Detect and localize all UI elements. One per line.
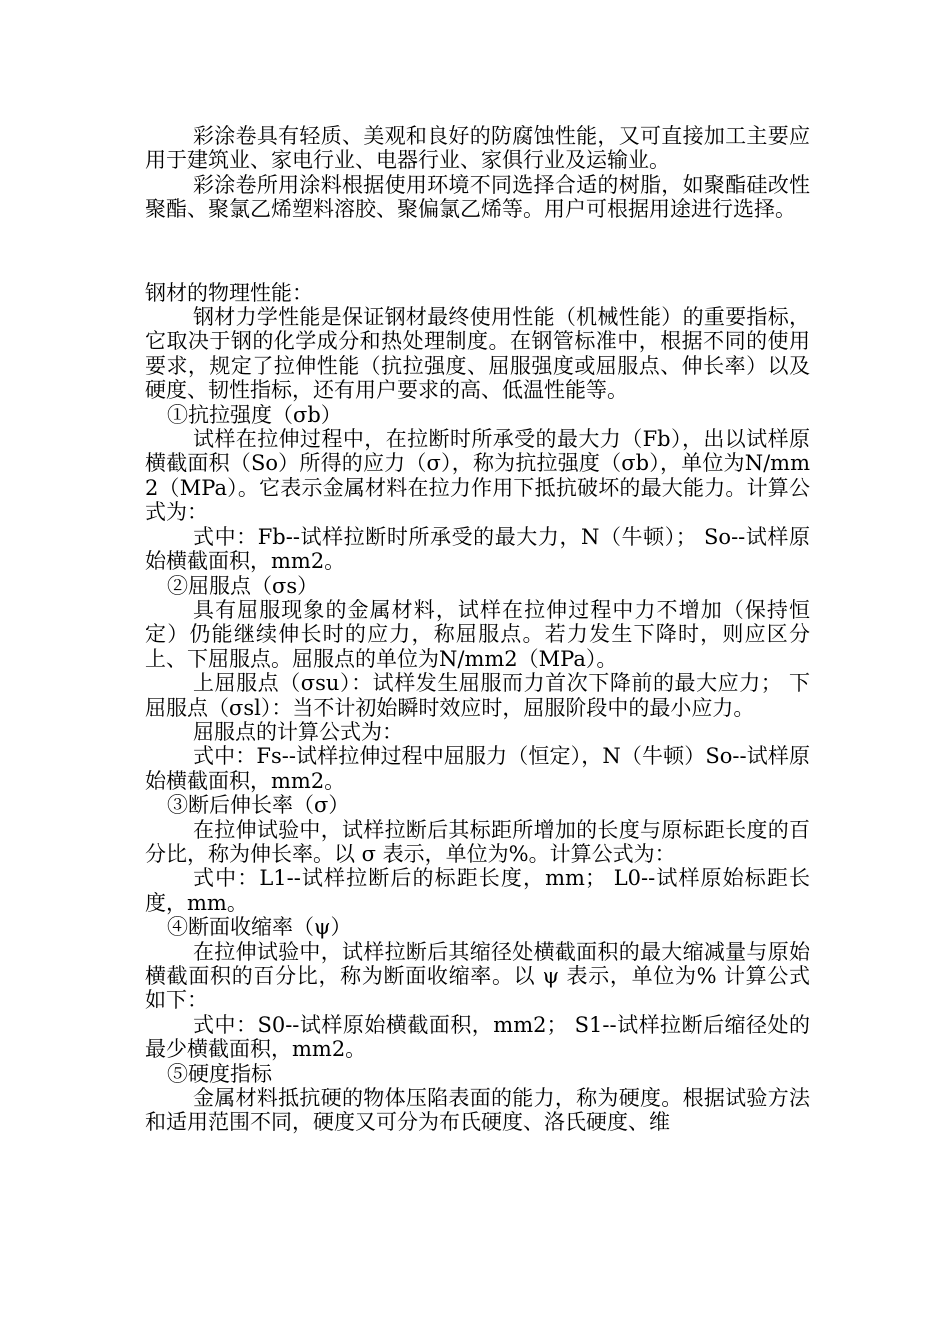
paragraph-upper-lower-yield: 上屈服点（σsu）：试样发生屈服而力首次下降前的最大应力； 下屈服点（σsl）：当不计初始瞬时效应时，屈服阶段中的最小应力。	[145, 671, 810, 720]
paragraph-color-coil-coatings: 彩涂卷所用涂料根据使用环境不同选择合适的树脂，如聚酯硅改性聚酯、聚氯乙烯塑料溶胶、聚偏氯乙烯等。用户可根据用途进行选择。	[145, 172, 810, 222]
document-page	[145, 124, 810, 1135]
paragraph-yield-formula-note: 式中：Fs--试样拉伸过程中屈服力（恒定），N（牛顿）So--试样原始横截面积，mm2。	[145, 744, 810, 793]
paragraph-reduction-of-area: 在拉伸试验中，试样拉断后其缩径处横截面积的最大缩减量与原始横截面积的百分比，称为断面收缩率。以 ψ 表示，单位为% 计算公式如下：	[145, 939, 810, 1013]
blank-gap	[145, 222, 810, 281]
item-heading-elongation: ③断后伸长率（σ）	[167, 793, 350, 818]
paragraph-tensile-formula-note: 式中：Fb--试样拉断时所承受的最大力，N（牛顿）； So--试样原始横截面积，mm2。	[145, 524, 810, 574]
item-heading-yield-point: ②屈服点（σs）	[167, 573, 319, 598]
item-heading-hardness: ⑤硬度指标	[167, 1061, 272, 1086]
paragraph-hardness: 金属材料抵抗硬的物体压陷表面的能力，称为硬度。根据试验方法和适用范围不同，硬度又可分为布氏硬度、洛氏硬度、维	[145, 1086, 810, 1135]
paragraph-elongation: 在拉伸试验中，试样拉断后其标距所增加的长度与原标距长度的百分比，称为伸长率。以 σ 表示，单位为%。计算公式为：	[145, 817, 810, 866]
paragraph-color-coil-properties: 彩涂卷具有轻质、美观和良好的防腐蚀性能，又可直接加工主要应用于建筑业、家电行业、电器行业、家俱行业及运输业。	[145, 124, 810, 173]
paragraph-tensile-strength: 试样在拉伸过程中，在拉断时所承受的最大力（Fb），出以试样原横截面积（So）所得的应力（σ），称为抗拉强度（σb），单位为N/mm2（MPa）。它表示金属材料在拉力作用下抵抗破坏的最大能力。计算公式为：	[145, 427, 810, 525]
paragraph-reduction-formula-note: 式中：S0--试样原始横截面积，mm2； S1--试样拉断后缩径处的最少横截面积，mm2。	[145, 1012, 810, 1062]
paragraph-elongation-formula-note: 式中：L1--试样拉断后的标距长度，mm； L0--试样原始标距长度，mm。	[145, 866, 810, 915]
item-heading-reduction-of-area: ④断面收缩率（ψ）	[167, 915, 352, 940]
paragraph-yield-formula-intro: 屈服点的计算公式为：	[193, 719, 403, 744]
paragraph-mechanical-properties: 钢材力学性能是保证钢材最终使用性能（机械性能）的重要指标，它取决于钢的化学成分和热处理制度。在钢管标准中，根据不同的使用要求，规定了拉伸性能（抗拉强度、屈服强度或屈服点、伸长率）以及硬度、韧性指标，还有用户要求的高、低温性能等。	[145, 305, 810, 403]
paragraph-yield-point: 具有屈服现象的金属材料，试样在拉伸过程中力不增加（保持恒定）仍能继续伸长时的应力，称屈服点。若力发生下降时，则应区分上、下屈服点。屈服点的单位为N/mm2（MPa）。	[145, 597, 810, 671]
section-heading-physical-properties: 钢材的物理性能：	[145, 280, 313, 305]
item-heading-tensile-strength: ①抗拉强度（σb）	[167, 402, 342, 427]
